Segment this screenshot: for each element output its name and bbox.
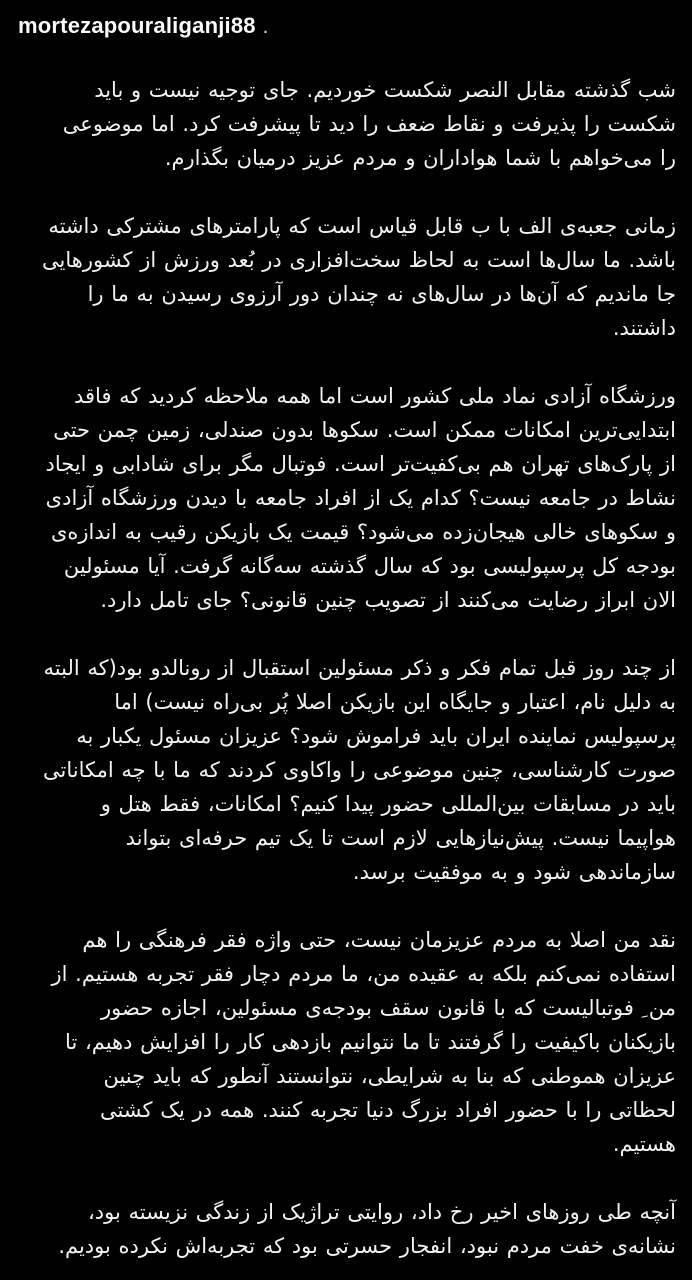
caption-paragraph-5: نقد من اصلا به مردم عزیزمان نیست، حتی واژه فقر فرهنگی را هم استفاده نمی‌کنم بلکه به عقیده من، ما مردم دچار فقر تجربه هستیم. از من ِ فوتبالیست که با قانون سقف بودجه‌ی مسئولین، اجازه حضور بازیکنان باکیفیت را گرفتند تا ما نتوانیم بازدهی کار را افزایش دهیم، تا عزیزان هموطنی که بنا به شرایطی، نتوانستند آنطور که باید چنین لحظاتی را با حضور افراد بزرگ دنیا تجربه کنند. همه در یک کشتی هستیم. <box>51 928 676 1156</box>
caption-paragraph-1: شب گذشته مقابل النصر شکست خوردیم. جای توجیه نیست و باید شکست را پذیرفت و نقاط ضعف را دید تا پیشرفت کرد. اما موضوعی را می‌خواهم با شما هواداران و مردم عزیز درمیان بگذارم. <box>62 78 676 170</box>
username-link[interactable]: mortezapouraliganji88 <box>18 13 256 38</box>
caption-leading-dot: . <box>262 16 269 38</box>
caption-paragraph-2: زمانی جعبه‌ی الف با ب قابل قیاس است که پارامترهای مشترکی داشته باشد. ما سال‌ها است به لحاظ سخت‌افزاری در بُعد ورزش از کشورهایی جا ماندیم که آن‌ها در سال‌های نه چندان دور آرزوی رسیدن به ما را داشتند. <box>42 214 676 340</box>
caption-paragraph-4: از چند روز قبل تمام فکر و ذکر مسئولین استقبال از رونالدو بود(که البته به دلیل نام، اعتبار و جایگاه این بازیکن اصلا پُر بی‌راه نیست) اما پرسپولیس نماینده ایران باید فراموش شود؟ عزیزان مسئول یکبار به صورت کارشناسی، چنین موضوعی را واکاوی کردند که ما با چه امکاناتی باید در مسابقات بین‌المللی حضور پیدا کنیم؟ امکانات، فقط هتل و هواپیما نیست. پیش‌نیازهایی لازم است تا یک تیم حرفه‌ای بتواند سازماندهی شود و به موفقیت برسد. <box>42 656 676 884</box>
caption-header <box>0 12 692 41</box>
caption-body <box>0 41 692 1263</box>
caption-paragraph-6: آنچه طی روزهای اخیر رخ داد، روایتی تراژیک از زندگی نزیسته بود، نشانه‌ی خفت مردم نبود، انفجار حسرتی بود که تجربه‌اش نکرده بودیم. <box>58 1200 676 1258</box>
caption-paragraph-3: ورزشگاه آزادی نماد ملی کشور است اما همه ملاحظه کردید که فاقد ابتدایی‌ترین امکانات ممکن است. سکوها بدون صندلی، زمین چمن حتی از پارک‌های تهران هم بی‌کفیت‌تر است. فوتبال مگر برای شادابی و ایجاد نشاط در جامعه نیست؟ کدام یک از افراد جامعه با دیدن ورزشگاه آزادی و سکوهای خالی هیجان‌زده می‌شود؟ قیمت یک بازیکن رقیب به اندازه‌ی بودجه کل پرسپولیسی بود که سال گذشته سه‌گانه گرفت. آیا مسئولین الان ابراز رضایت می‌کنند از تصویب چنین قانونی؟ جای تامل دارد. <box>45 384 676 612</box>
